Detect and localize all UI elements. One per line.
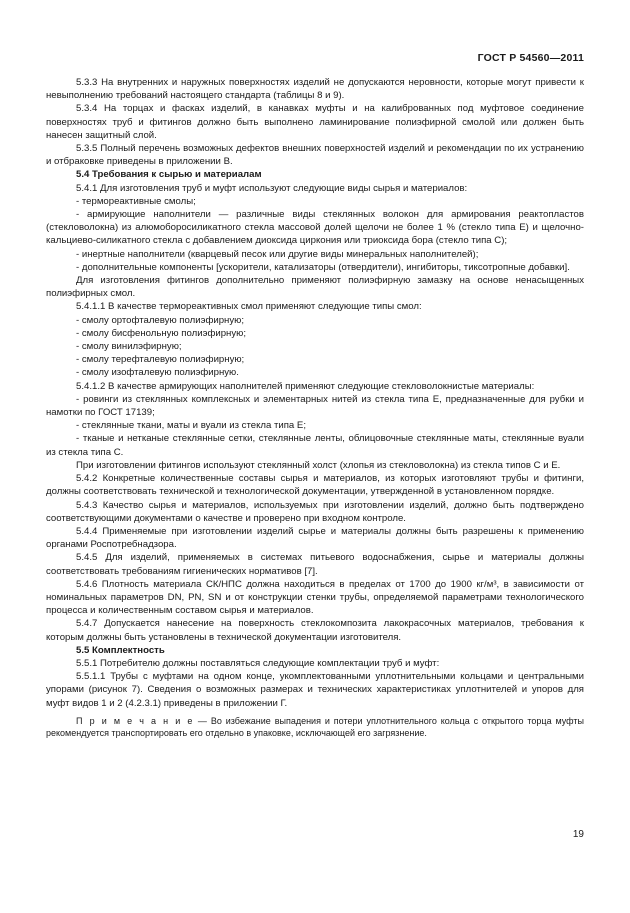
- list-item: - тканые и нетканые стеклянные сетки, стеклянные ленты, облицовочные стеклянные маты, стеклянные вуали из стекла типа С.: [46, 433, 584, 458]
- list-item: - инертные наполнители (кварцевый песок или другие виды минеральных наполнителей);: [76, 248, 479, 260]
- list-item: - смолу винилэфирную;: [76, 341, 182, 353]
- list-item: - смолу терефталевую полиэфирную;: [76, 354, 245, 366]
- list-item: - стеклянные ткани, маты и вуали из стекла типа Е;: [76, 420, 306, 432]
- section-heading-5-5: 5.5 Комплектность: [76, 644, 165, 656]
- document-body: [46, 76, 584, 740]
- list-item: - армирующие наполнители — различные виды стеклянных волокон для армирования реактопластов (стекловолокна) из алюмоборосиликатного стекла массовой долей щелочи не более 1 % (стекло типа Е) и щелочно-кальциево-силикатного стекла с добавлением диоксида циркония или триоксида бора (стекло типа С);: [46, 209, 584, 247]
- standard-code: ГОСТ Р 54560—2011: [477, 52, 584, 64]
- page-number: 19: [572, 829, 584, 840]
- paragraph-5-4-4: 5.4.4 Применяемые при изготовлении изделий сырье и материалы должны быть разрешены к применению органами Роспотребнадзора.: [46, 525, 584, 551]
- list-item: - термореактивные смолы;: [76, 195, 196, 207]
- paragraph-5-3-3: 5.3.3 На внутренних и наружных поверхностях изделий не допускаются неровности, которые могут привести к невыполнению требований настоящего стандарта (таблицы 8 и 9).: [46, 77, 584, 102]
- note-label: П р и м е ч а н и е: [76, 715, 194, 726]
- list-item: - смолу бисфенольную полиэфирную;: [76, 327, 247, 339]
- paragraph-5-3-4: 5.3.4 На торцах и фасках изделий, в канавках муфты и на калиброванных под муфтовое соединение поверхностях труб и фитингов должно быть выполнено ламинирование полиэфирной смолой или должен быть нанесен защитный слой.: [46, 103, 584, 141]
- paragraph-5-5-1-1: 5.5.1.1 Трубы с муфтами на одном конце, укомплектованными уплотнительными кольцами и центральными упорами (рисунок 7). Сведения о возможных размерах и технических характеристиках уплотнителей и упоров для муфт видов 1 и 2 (4.2.3.1) приведены в приложении Г.: [46, 671, 584, 709]
- paragraph-5-4-3: 5.4.3 Качество сырья и материалов, используемых при изготовлении изделий, должно быть подтверждено соответствующими документами о качестве и проверено при входном контроле.: [46, 499, 584, 524]
- paragraph-5-4-2: 5.4.2 Конкретные количественные составы сырья и материалов, из которых изготовляют трубы и фитинги, должны соответствовать технической и технологической документации, утвержденной в установленном порядке.: [46, 473, 584, 498]
- paragraph-5-4-1-1: 5.4.1.1 В качестве термореактивных смол применяют следующие типы смол:: [76, 301, 422, 313]
- paragraph-5-4-1: 5.4.1 Для изготовления труб и муфт используют следующие виды сырья и материалов:: [76, 182, 468, 194]
- paragraph-fittings-glass: При изготовлении фитингов используют стеклянный холст (хлопья из стекловолокна) из стекла типов С и Е.: [76, 459, 561, 471]
- paragraph-5-4-6: 5.4.6 Плотность материала СК/НПС должна находиться в пределах от 1700 до 1900 кг/м³, в зависимости от номинальных параметров DN, PN, SN и от конструкции стенки трубы, определяемой параметрами технологического процесса и количественным составом сырья и материалов.: [46, 578, 584, 617]
- paragraph-5-4-7: 5.4.7 Допускается нанесение на поверхность стеклокомпозита лакокрасочных материалов, требования к которым должны быть установлены в технической документации изготовителя.: [46, 618, 584, 643]
- paragraph-5-4-5: 5.4.5 Для изделий, применяемых в системах питьевого водоснабжения, сырье и материалы должны соответствовать требованиям гигиенических нормативов [7].: [46, 552, 584, 577]
- note-text: — Во избежание выпадения и потери уплотнительного кольца с открытого торца муфты рекомендуется транспортировать его отдельно в упаковке, исключающей его загрязнение.: [46, 715, 584, 739]
- section-heading-5-4: 5.4 Требования к сырью и материалам: [76, 169, 262, 181]
- list-item: - смолу ортофталевую полиэфирную;: [76, 314, 245, 326]
- paragraph-fittings-putty: Для изготовления фитингов дополнительно применяют полиэфирную замазку на основе ненасыщенных полиэфирных смол.: [46, 275, 584, 300]
- list-item: - ровинги из стеклянных комплексных и элементарных нитей из стекла типа Е, предназначенные для рубки и намотки по ГОСТ 17139;: [46, 393, 584, 419]
- paragraph-5-4-1-2: 5.4.1.2 В качестве армирующих наполнителей применяют следующие стекловолокнистые материалы:: [76, 380, 535, 392]
- paragraph-5-3-5: 5.3.5 Полный перечень возможных дефектов внешних поверхностей изделий и рекомендации по их устранению и отбраковке приведены в приложении В.: [46, 143, 584, 168]
- list-item: - дополнительные компоненты [ускорители, катализаторы (отвердители), ингибиторы, тиксотропные добавки].: [76, 261, 570, 273]
- paragraph-5-5-1: 5.5.1 Потребителю должны поставляться следующие комплектации труб и муфт:: [76, 657, 440, 669]
- list-item: - смолу изофталевую полиэфирную.: [76, 367, 239, 379]
- note: [46, 715, 584, 740]
